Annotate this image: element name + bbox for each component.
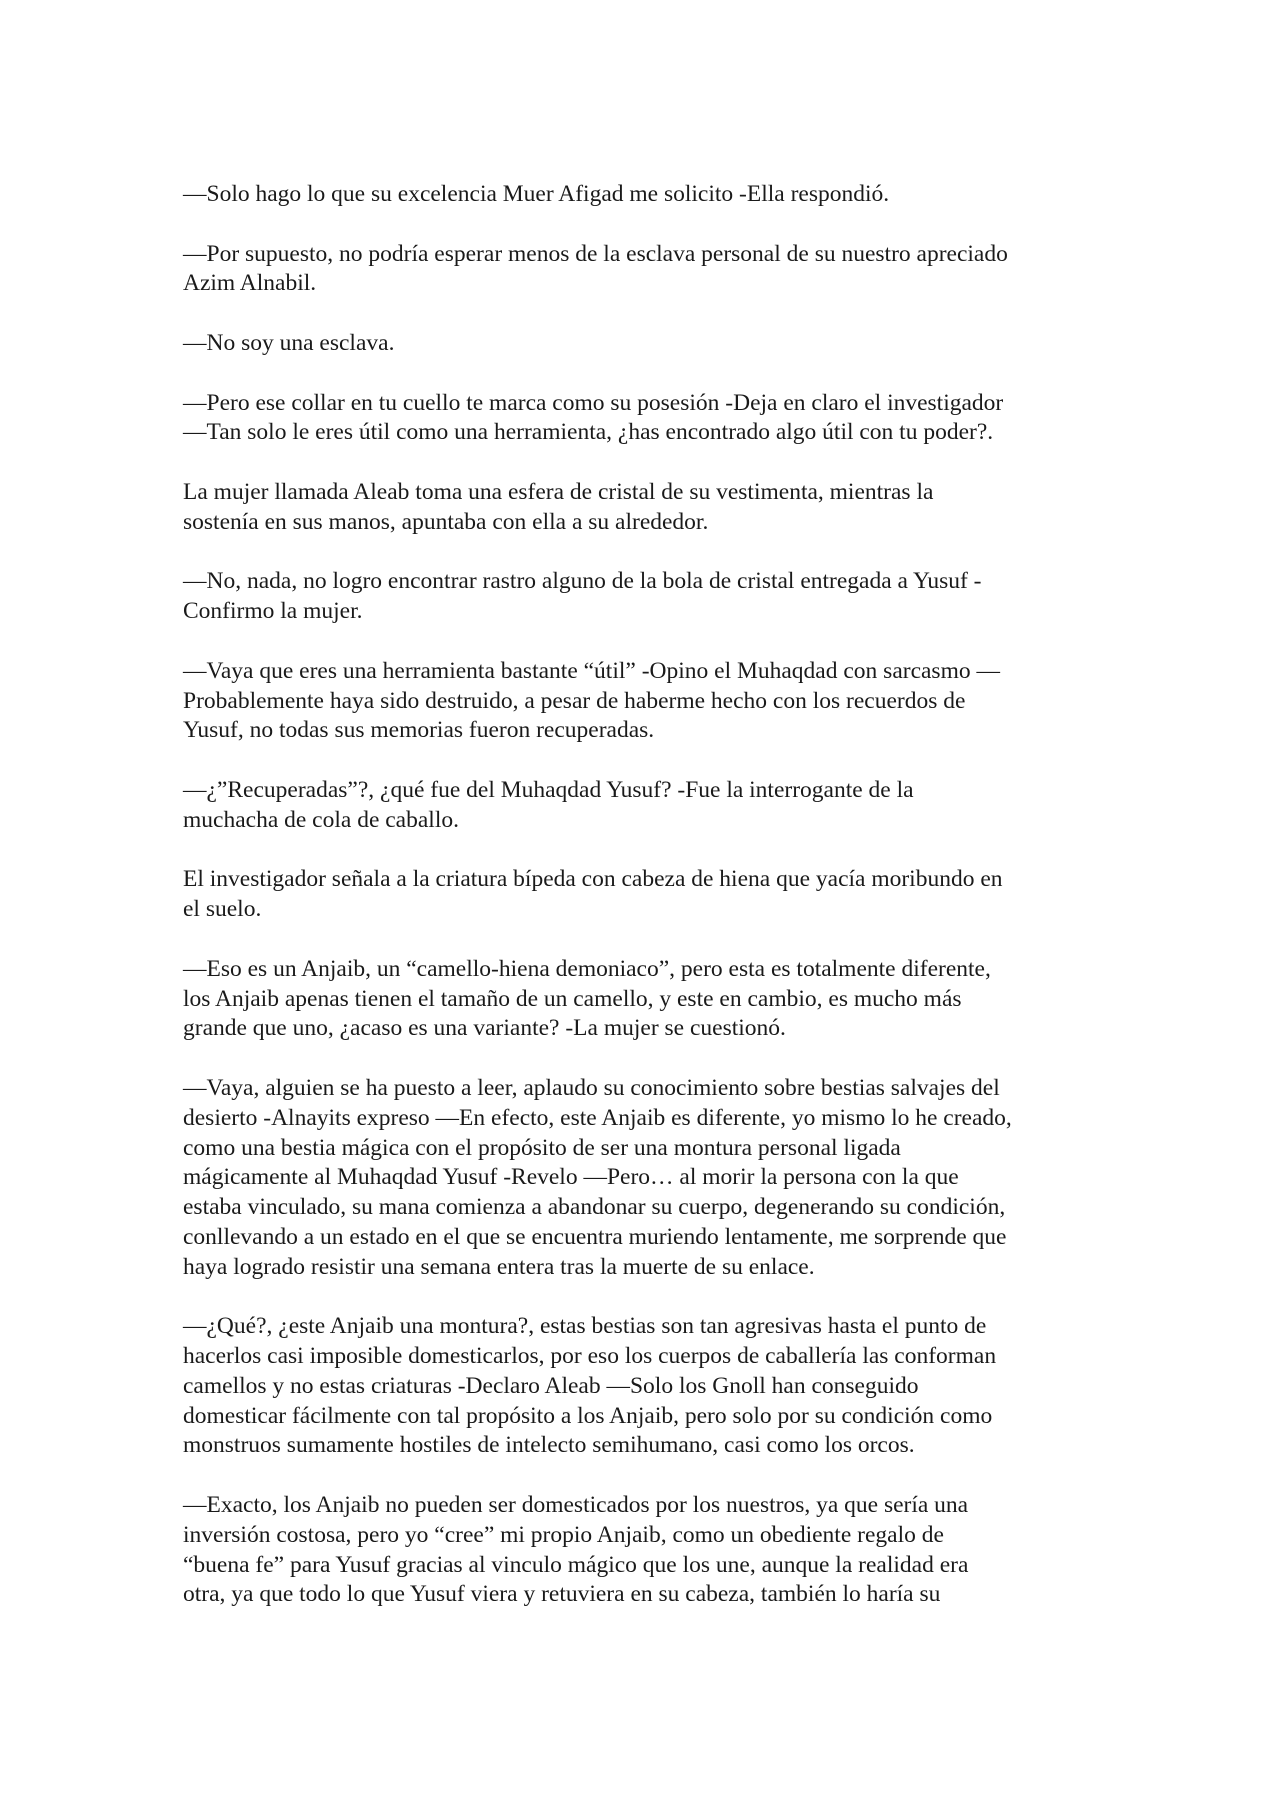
- text-line: muchacha de cola de caballo.: [183, 806, 459, 833]
- text-line: camellos y no estas criaturas -Declaro Aleab —Solo los Gnoll han conseguido: [183, 1372, 919, 1399]
- text-line: —¿Qué?, ¿este Anjaib una montura?, estas bestias son tan agresivas hasta el punto de: [183, 1313, 987, 1340]
- text-line: —Eso es un Anjaib, un “camello-hiena demoniaco”, pero esta es totalmente diferente,: [183, 955, 991, 982]
- text-line: mágicamente al Muhaqdad Yusuf -Revelo —Pero… al morir la persona con la que: [183, 1164, 959, 1191]
- paragraph: [183, 567, 1103, 627]
- text-line: “buena fe” para Yusuf gracias al vinculo mágico que los une, aunque la realidad era: [183, 1551, 969, 1578]
- text-line: monstruos sumamente hostiles de intelecto semihumano, casi como los orcos.: [183, 1432, 915, 1459]
- text-line: —¿”Recuperadas”?, ¿qué fue del Muhaqdad Yusuf? -Fue la interrogante de la: [183, 776, 914, 803]
- paragraph: [183, 1074, 1103, 1283]
- text-line: domesticar fácilmente con tal propósito a los Anjaib, pero solo por su condición como: [183, 1402, 993, 1429]
- paragraph: [183, 865, 1103, 925]
- text-line: Yusuf, no todas sus memorias fueron recuperadas.: [183, 717, 655, 744]
- text-line: —Tan solo le eres útil como una herramienta, ¿has encontrado algo útil con tu poder?.: [183, 419, 994, 446]
- paragraph: [183, 1491, 1103, 1610]
- text-line: estaba vinculado, su mana comienza a abandonar su cuerpo, degenerando su condición,: [183, 1194, 1006, 1221]
- text-line: —Exacto, los Anjaib no pueden ser domesticados por los nuestros, ya que sería una: [183, 1492, 969, 1519]
- text-line: —Vaya que eres una herramienta bastante “útil” -Opino el Muhaqdad con sarcasmo —: [183, 657, 1000, 684]
- text-line: —Pero ese collar en tu cuello te marca como su posesión -Deja en claro el investigador: [183, 389, 1004, 416]
- paragraph: [183, 329, 1103, 359]
- text-line: Confirmo la mujer.: [183, 598, 363, 625]
- paragraph: [183, 180, 1103, 210]
- text-line: como una bestia mágica con el propósito de ser una montura personal ligada: [183, 1134, 901, 1161]
- text-line: —No, nada, no logro encontrar rastro alguno de la bola de cristal entregada a Yusuf -: [183, 568, 982, 595]
- text-line: Azim Alnabil.: [183, 270, 317, 297]
- text-line: La mujer llamada Aleab toma una esfera de cristal de su vestimenta, mientras la: [183, 478, 934, 505]
- text-line: conllevando a un estado en el que se encuentra muriendo lentamente, me sorprende que: [183, 1223, 1007, 1250]
- text-line: otra, ya que todo lo que Yusuf viera y retuviera en su cabeza, también lo haría su: [183, 1581, 941, 1608]
- text-line: inversión costosa, pero yo “cree” mi propio Anjaib, como un obediente regalo de: [183, 1521, 944, 1548]
- text-line: —Vaya, alguien se ha puesto a leer, aplaudo su conocimiento sobre bestias salvajes del: [183, 1074, 1000, 1101]
- text-line: —Por supuesto, no podría esperar menos de la esclava personal de su nuestro apreciado: [183, 240, 1008, 267]
- paragraph: [183, 955, 1103, 1044]
- text-line: —Solo hago lo que su excelencia Muer Afigad me solicito -Ella respondió.: [183, 181, 890, 207]
- text-line: hacerlos casi imposible domesticarlos, por eso los cuerpos de caballería las conforman: [183, 1343, 997, 1370]
- paragraph: [183, 776, 1103, 836]
- document-body: [183, 180, 1103, 1640]
- text-line: sostenía en sus manos, apuntaba con ella a su alrededor.: [183, 508, 709, 535]
- paragraph: [183, 657, 1103, 746]
- text-line: Probablemente haya sido destruido, a pesar de haberme hecho con los recuerdos de: [183, 687, 966, 714]
- text-line: haya logrado resistir una semana entera tras la muerte de su enlace.: [183, 1253, 815, 1280]
- paragraph: [183, 1312, 1103, 1461]
- paragraph: [183, 240, 1103, 300]
- text-line: —No soy una esclava.: [183, 329, 395, 356]
- text-line: desierto -Alnayits expreso —En efecto, este Anjaib es diferente, yo mismo lo he creado,: [183, 1104, 1012, 1131]
- text-line: el suelo.: [183, 896, 262, 923]
- paragraph: [183, 478, 1103, 538]
- text-line: El investigador señala a la criatura bípeda con cabeza de hiena que yacía moribundo en: [183, 866, 1003, 893]
- text-line: grande que uno, ¿acaso es una variante? -La mujer se cuestionó.: [183, 1015, 786, 1042]
- text-line: los Anjaib apenas tienen el tamaño de un camello, y este en cambio, es mucho más: [183, 985, 962, 1012]
- paragraph: [183, 389, 1103, 449]
